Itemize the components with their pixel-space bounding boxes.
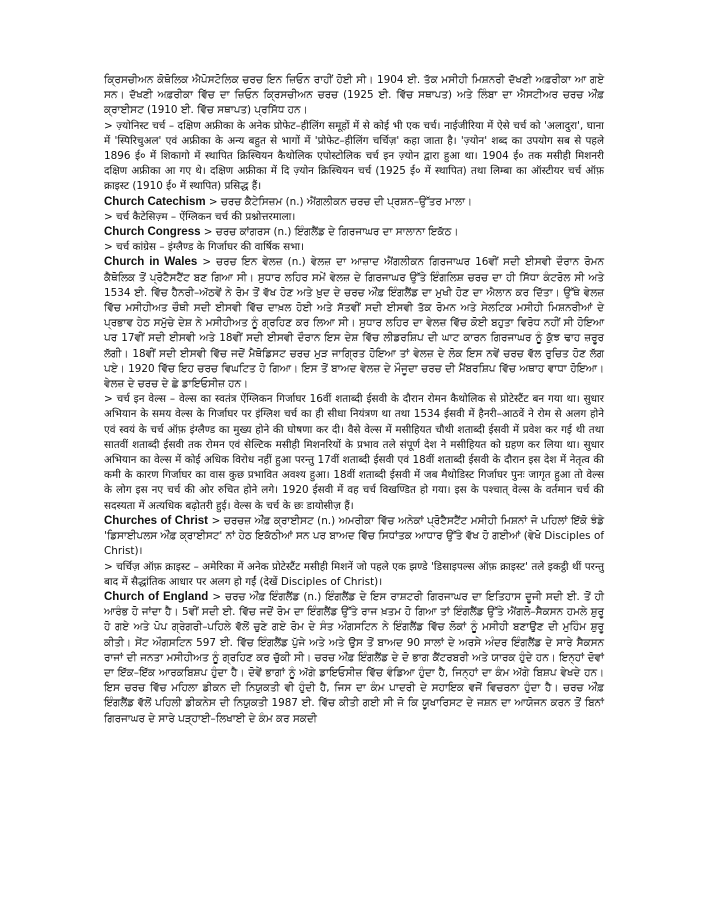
entry-text: > ਚਰਚ ਕਾਂਗਰਸ (n.) ਇੰਗਲੈਂਡ ਦੇ ਗਿਰਜਾਘਰ ਦਾ ਸਾਲਾਨਾ ਇਕੱਠ। <box>200 226 459 239</box>
entry-church-in-wales <box>104 255 604 392</box>
paragraph-catechism-hindi <box>104 210 604 225</box>
paragraph-text: > चर्च कांग्रेस – इंग्लैण्ड के गिर्जाघर की वार्षिक सभा। <box>104 241 305 254</box>
headword: Church of England <box>104 590 209 603</box>
paragraph-zion-hindi <box>104 119 604 195</box>
entry-text: > ਚਰਚ ਕੈਟੇਸਿਜ਼ਮ (n.) ਐਂਗਲੀਕਨ ਚਰਚ ਦੀ ਪ੍ਰਸ਼ਨ–ਉੱਤਰ ਮਾਲਾ। <box>205 195 472 208</box>
paragraph-text: > चर्च कैटेसिज़्म – ऐंग्लिकन चर्च की प्रश्नोत्तरमाला। <box>104 210 296 223</box>
dictionary-text-block <box>104 73 604 727</box>
paragraph-text: ਕ੍ਰਿਸਚੀਅਨ ਕੋਥੋਲਿਕ ਐਪੋਸਟੋਲਿਕ ਚਰਚ ਇਨ ਜ਼ਿਓਨ ਰਾਹੀਂ ਹੋਈ ਸੀ। 1904 ਈ. ਤੱਕ ਮਸੀਹੀ ਮਿਸ਼ਨਰੀ ਦੱਖਣੀ ਅਫ਼ਰੀਕਾ ਆ ਗਏ ਸਨ। ਦੱਖਣੀ ਅਫ਼ਰੀਕਾ ਵਿੱਚ ਦਾ ਜ਼ਿਓਨ ਕ੍ਰਿਸਚੀਅਨ ਚਰਚ (1925 ਈ. ਵਿੱਚ ਸਥਾਪਤ) ਅਤੇ ਲਿੰਬਾ ਦਾ ਐਸਟੀਅਰ ਚਰਚ ਔਂਫ਼ ਕ੍ਰਾਈਸਟ (1910 ਈ. ਵਿੱਚ ਸਥਾਪਤ) ਪ੍ਰਸਿੱਧ ਹਨ। <box>104 74 604 117</box>
paragraph-churches-christ-hindi <box>104 560 604 590</box>
headword: Churches of Christ <box>104 514 209 527</box>
paragraph-congress-hindi <box>104 240 604 255</box>
paragraph-text: > ज़्योनिस्ट चर्च – दक्षिण अफ्रीका के अनेक प्रोफेट–हीलिंग समूहों में से कोई भी एक चर्च। नाईजीरिया में ऐसे चर्च को 'अलादुरा', घाना में 'स्पिरिचुअल' एवं अफ्रीका के अन्य बहुत से भागों में 'प्रोफेट–हीलिंग चर्चिज़' कहा जाता है। 'ज़्योन' शब्द का उपयोग सब से पहले 1896 ई० में शिकागो में स्थापित क्रिस्चियन कैथोलिक एपोस्टोलिक चर्च इन ज़्योन द्वारा हुआ था। 1904 ई० तक मसीही मिशनरी दक्षिण अफ्रीका आ गए थे। दक्षिण अफ्रीका में दि ज़्योन क्रिस्चियन चर्च (1925 ई० में स्थापित) तथा लिम्बा का ऑस्टीयर चर्च ऑफ़ क्राइस्ट (1910 ई० में स्थापित) प्रसिद्ध हैं। <box>104 119 604 193</box>
entry-church-catechism <box>104 195 604 210</box>
entry-church-congress <box>104 225 604 240</box>
paragraph-text: > चर्चिज़ ऑफ़ क्राइस्ट – अमेरिका में अनेक प्रोटेस्टैंट मसीही मिशनें जो पहले एक झण्डे 'डिसाइपल्स ऑफ़ क्राइस्ट' तले इकट्ठी थीं परन्तु बाद में सैद्धांतिक आधार पर अलग हो गईं (देखें Disciples of Christ)। <box>104 560 604 588</box>
entry-text: > ਚਰਚ ਔਂਫ਼ ਇੰਗਲੈਂਡ (n.) ਇੰਗਲੈਂਡ ਦੇ ਇਸ ਰਾਸ਼ਟਰੀ ਗਿਰਜਾਘਰ ਦਾ ਇਤਿਹਾਸ ਦੂਜੀ ਸਦੀ ਈ. ਤੋਂ ਹੀ ਆਰੰਭ ਹੋ ਜਾਂਦਾ ਹੈ। 5ਵੀਂ ਸਦੀ ਈ. ਵਿੱਚ ਜਦੋਂ ਰੋਮ ਦਾ ਇੰਗਲੈਂਡ ਉੱਤੇ ਰਾਜ ਖ਼ਤਮ ਹੋ ਗਿਆ ਤਾਂ ਇੰਗਲੈਂਡ ਉੱਤੇ ਐਂਗਲੋ–ਸੈਕਸਨ ਹਮਲੇ ਸ਼ੁਰੂ ਹੋ ਗਏ ਅਤੇ ਪੋਪ ਗ੍ਰੇਗਰੀ–ਪਹਿਲੇ ਵੱਲੋਂ ਚੁਣੇ ਗਏ ਰੋਮ ਦੇ ਸੰਤ ਔਗਸਟਿਨ ਨੇ ਇੰਗਲੈਂਡ ਵਿੱਚ ਲੋਕਾਂ ਨੂੰ ਮਸੀਹੀ ਬਣਾਉਣ ਦੀ ਮੁਹਿੰਮ ਸ਼ੁਰੂ ਕੀਤੀ। ਸੇਂਟ ਔਗਸਟਿਨ 597 ਈ. ਵਿੱਚ ਇੰਗਲੈਂਡ ਪੁੱਜੇ ਅਤੇ ਅਤੇ ਉਸ ਤੋਂ ਬਾਅਦ 90 ਸਾਲਾਂ ਦੇ ਅਰਸੇ ਅੰਦਰ ਇੰਗਲੈਂਡ ਦੇ ਸਾਰੇ ਸੈਕਸਨ ਰਾਜਾਂ ਦੀ ਜਨਤਾ ਮਸੀਹੀਅਤ ਨੂੰ ਗ੍ਰਹਿਣ ਕਰ ਚੁੱਕੀ ਸੀ। ਚਰਚ ਔਂਫ਼ ਇੰਗਲੈਂਡ ਦੇ ਦੋ ਭਾਗ ਕੈਂਟਰਬਰੀ ਅਤੇ ਯਾਰਕ ਹੁੰਦੇ ਹਨ। ਇਨ੍ਹਾਂ ਦੋਵਾਂ ਦਾ ਇੱਕ–ਇੱਕ ਆਰਕਬਿਸ਼ਪ ਹੁੰਦਾ ਹੈ। ਦੋਵੇਂ ਭਾਗਾਂ ਨੂੰ ਅੱਗੇ ਡਾਇਓਸੀਜ਼ ਵਿੱਚ ਵੰਡਿਆ ਹੁੰਦਾ ਹੈ, ਜਿਨ੍ਹਾਂ ਦਾ ਕੰਮ ਅੱਗੇ ਬਿਸ਼ਪ ਵੇਖਦੇ ਹਨ। ਇਸ ਚਰਚ ਵਿੱਚ ਮਹਿਲਾ ਡੀਕਨ ਦੀ ਨਿਯੁਕਤੀ ਵੀ ਹੁੰਦੀ ਹੈ, ਜਿਸ ਦਾ ਕੰਮ ਪਾਦਰੀ ਦੇ ਸਹਾਇਕ ਵਜੋਂ ਵਿਚਰਨਾ ਹੁੰਦਾ ਹੈ। ਚਰਚ ਔਂਫ਼ ਇੰਗਲੈਂਡ ਵੱਲੋਂ ਪਹਿਲੀ ਡੀਕਨੇਸ ਦੀ ਨਿਯੁਕਤੀ 1987 ਈ. ਵਿੱਚ ਕੀਤੀ ਗਈ ਸੀ ਜੋ ਕਿ ਯੂਖਾਰਿਸਟ ਦੇ ਜਸ਼ਨ ਦਾ ਆਯੋਜਨ ਕਰਨ ਤੋਂ ਬਿਨਾਂ ਗਿਰਜਾਘਰ ਦੇ ਸਾਰੇ ਪੜ੍ਹਾਈ–ਲਿਖਾਈ ਦੇ ਕੰਮ ਕਰ ਸਕਦੀ <box>104 590 605 725</box>
entry-text: > ਚਰਚ ਇਨ ਵੇਲਜ਼ (n.) ਵੇਲਜ਼ ਦਾ ਆਜ਼ਾਦ ਐਂਗਲੀਕਨ ਗਿਰਜਾਘਰ 16ਵੀਂ ਸਦੀ ਈਸਵੀ ਦੌਰਾਨ ਰੋਮਨ ਕੈਥੋਲਿਕ ਤੋਂ ਪ੍ਰੋਟੈਸਟੈਂਟ ਬਣ ਗਿਆ ਸੀ। ਸੁਧਾਰ ਲਹਿਰ ਸਮੇਂ ਵੇਲਜ਼ ਦੇ ਗਿਰਜਾਘਰ ਉੱਤੇ ਇੰਗਲਿਸ਼ ਚਰਚ ਦਾ ਹੀ ਸਿੱਧਾ ਕੰਟਰੋਲ ਸੀ ਅਤੇ 1534 ਈ. ਵਿੱਚ ਹੈਨਰੀ–ਅੱਠਵੇਂ ਨੇ ਰੋਮ ਤੋਂ ਵੱਖ ਹੋਣ ਅਤੇ ਖ਼ੁਦ ਦੇ ਚਰਚ ਔਂਫ਼ ਇੰਗਲੈਂਡ ਦਾ ਮੁਖੀ ਹੋਣ ਦਾ ਐਲਾਨ ਕਰ ਦਿੱਤਾ। ਉੱਥੇ ਵੇਲਜ਼ ਵਿੱਚ ਮਸੀਹੀਅਤ ਚੌਥੀ ਸਦੀ ਈਸਵੀ ਵਿੱਚ ਦਾਖ਼ਲ ਹੋਈ ਅਤੇ ਸੱਤਵੀਂ ਸਦੀ ਈਸਵੀ ਤੱਕ ਰੋਮਨ ਅਤੇ ਸੇਲਟਿਕ ਮਸੀਹੀ ਮਿਸ਼ਨਰੀਆਂ ਦੇ ਪ੍ਰਭਾਵ ਹੇਠ ਸਮੁੱਚੇ ਦੇਸ਼ ਨੇ ਮਸੀਹੀਅਤ ਨੂੰ ਗ੍ਰਹਿਣ ਕਰ ਲਿਆ ਸੀ। ਸੁਧਾਰ ਲਹਿਰ ਦਾ ਵੇਲਜ਼ ਵਿੱਚ ਕੋਈ ਬਹੁਤਾ ਵਿਰੋਧ ਨਹੀਂ ਸੀ ਹੋਇਆ ਪਰ 17ਵੀਂ ਸਦੀ ਈਸਵੀ ਅਤੇ 18ਵੀਂ ਸਦੀ ਈਸਵੀ ਦੌਰਾਨ ਇਸ ਦੇਸ਼ ਵਿੱਚ ਲੀਡਰਸ਼ਿਪ ਦੀ ਘਾਟ ਕਾਰਨ ਗਿਰਜਾਘਰ ਨੂੰ ਕੁੱਝ ਢਾਹ ਜ਼ਰੂਰ ਲੱਗੀ। 18ਵੀਂ ਸਦੀ ਈਸਵੀ ਵਿੱਚ ਜਦੋਂ ਮੈਥੋਡਿਸਟ ਚਰਚ ਮੁੜ ਜਾਗ੍ਰਿਤ ਹੋਇਆ ਤਾਂ ਵੇਲਜ਼ ਦੇ ਲੋਕ ਇਸ ਨਵੇਂ ਚਰਚ ਵੱਲ ਰੁਚਿਤ ਹੋਣ ਲੱਗ ਪਏ। 1920 ਵਿੱਚ ਇਹ ਚਰਚ ਵਿਘਟਿਤ ਹੋ ਗਿਆ। ਇਸ ਤੋਂ ਬਾਅਦ ਵੇਲਜ਼ ਦੇ ਮੌਜੂਦਾ ਚਰਚ ਦੀ ਮੈਂਬਰਸ਼ਿਪ ਵਿੱਚ ਅਥਾਹ ਵਾਧਾ ਹੋਇਆ। ਵੇਲਜ਼ ਦੇ ਚਰਚ ਦੇ ਛੇ ਡਾਇਓਸੀਜ਼ ਹਨ। <box>104 256 604 391</box>
paragraph-text: > चर्च इन वेल्स – वेल्स का स्वतंत्र ऐंग्लिकन गिर्जाघर 16वीं शताब्दी ईसवी के दौरान रोमन कैथोलिक से प्रोटेस्टैंट बन गया था। सुधार अभियान के समय वेल्स के गिर्जाघर पर इंग्लिश चर्च का ही सीधा नियंत्रण था तथा 1534 ईसवी में हैनरी–आठवें ने रोम से अलग होने एवं स्वयं के चर्च ऑफ़ इंग्लैण्ड का मुख्य होने की घोषणा कर दी। वैसे वेल्स में मसीहियत चौथी शताब्दी ईसवी में प्रवेश कर गई थी तथा सातवीं शताब्दी ईसवी तक रोमन एवं सेल्टिक मसीही मिशनरियों के प्रभाव तले संपूर्ण देश ने मसीहियत को ग्रहण कर लिया था। सुधार अभियान का वेल्स में कोई अधिक विरोध नहीं हुआ परन्तु 17वीं शताब्दी ईसवी एवं 18वीं शताब्दी ईसवी के दौरान इस देश में नेतृत्व की कमी के कारण गिर्जाघर का वास कुछ प्रभावित अवश्य हुआ। 18वीं शताब्दी ईसवी में जब मैथोडिस्ट गिर्जाघर पुनः जागृत हुआ तो वेल्स के लोग इस नए चर्च की ओर रुचित होने लगे। 1920 ईसवी में वह चर्च विखण्डित हो गया। इस के पश्चात् वेल्स के वर्तमान चर्च की सदस्यता में अत्यधिक बढ़ोतरी हुई। वेल्स के चर्च के छः डायोसीज़ हैं। <box>104 393 604 512</box>
headword: Church in Wales <box>104 256 198 269</box>
headword: Church Catechism <box>104 195 206 208</box>
headword: Church Congress <box>104 226 201 239</box>
paragraph-zion-punjabi <box>104 73 604 119</box>
entry-church-of-england <box>104 590 604 727</box>
entry-text: > ਚਰਚਜ਼ ਔਂਫ਼ ਕ੍ਰਾਈਸਟ (n.) ਅਮਰੀਕਾ ਵਿੱਚ ਅਨੇਕਾਂ ਪ੍ਰੋਟੈਸਟੈਂਟ ਮਸੀਹੀ ਮਿਸ਼ਨਾਂ ਜੋ ਪਹਿਲਾਂ ਇੱਕੋ ਝੰਡੇ 'ਡਿਸਾਈਪਲਸ ਔਂਫ਼ ਕ੍ਰਾਈਸਟ' ਨਾਂ ਹੇਠ ਇਕੱਠੀਆਂ ਸਨ ਪਰ ਬਾਅਦ ਵਿੱਚ ਸਿਧਾਂਤਕ ਆਧਾਰ ਉੱਤੇ ਵੱਖ ਹੋ ਗਈਆਂ (ਵੇਖੋ Disciples of Christ)। <box>104 514 604 558</box>
entry-churches-of-christ <box>104 514 604 560</box>
paragraph-wales-hindi <box>104 392 604 514</box>
